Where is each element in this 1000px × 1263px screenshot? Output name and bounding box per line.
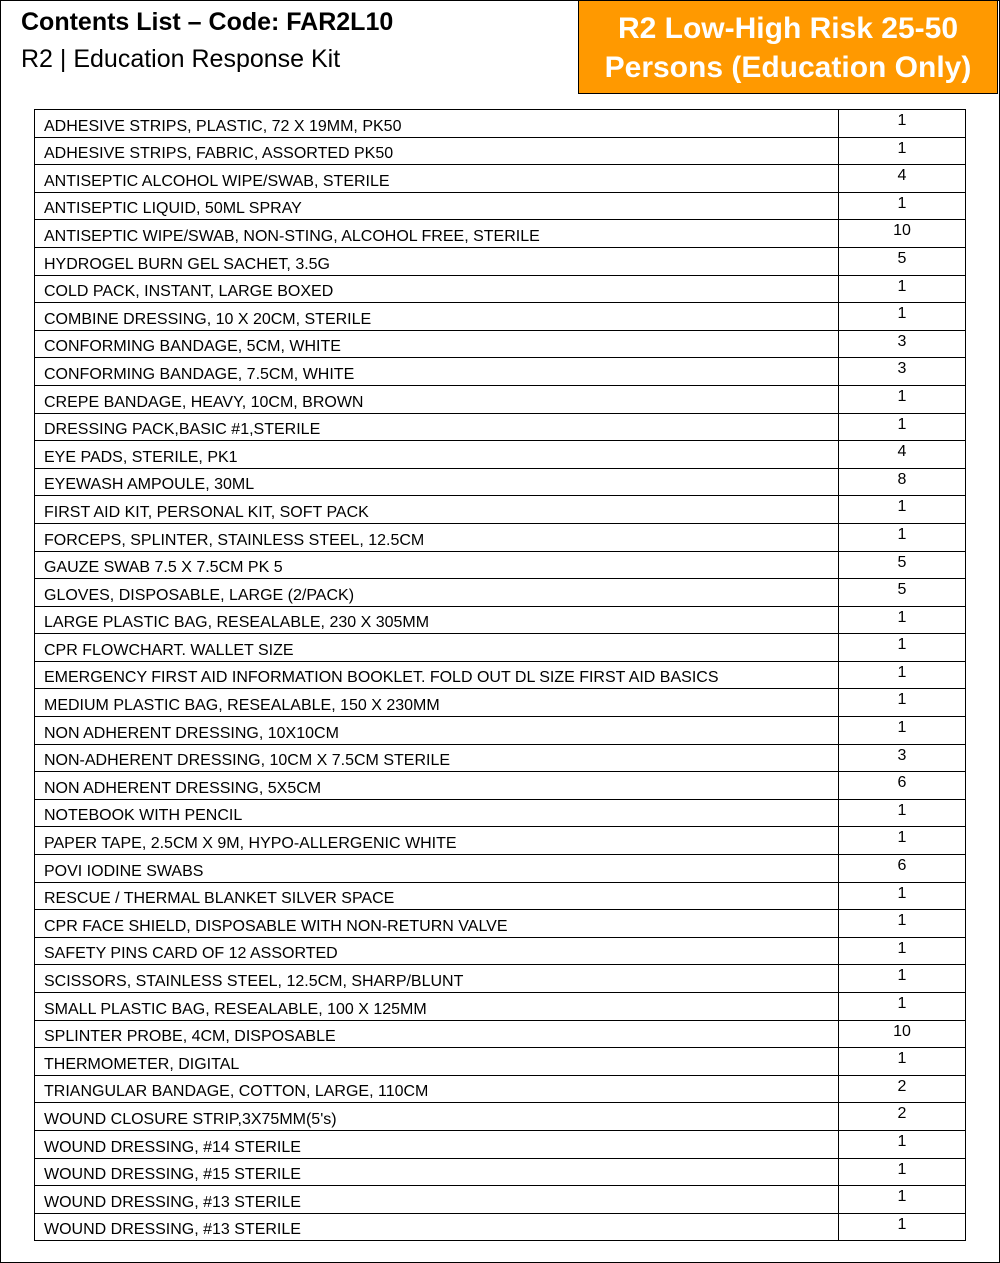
item-name-cell: NON ADHERENT DRESSING, 5X5CM (35, 772, 839, 800)
item-quantity-cell: 5 (839, 579, 966, 607)
item-name-cell: DRESSING PACK,BASIC #1,STERILE (35, 413, 839, 441)
risk-badge-line-1: R2 Low-High Risk 25-50 (617, 12, 959, 45)
item-name-cell: COMBINE DRESSING, 10 X 20CM, STERILE (35, 303, 839, 331)
item-quantity-cell: 1 (839, 965, 966, 993)
table-row (35, 413, 966, 441)
table-row (35, 827, 966, 855)
item-name-cell: ADHESIVE STRIPS, PLASTIC, 72 X 19MM, PK50 (35, 110, 839, 138)
item-name-cell: MEDIUM PLASTIC BAG, RESEALABLE, 150 X 230MM (35, 689, 839, 717)
item-name-cell: NON ADHERENT DRESSING, 10X10CM (35, 717, 839, 745)
item-name-cell: WOUND DRESSING, #15 STERILE (35, 1158, 839, 1186)
item-name-cell: RESCUE / THERMAL BLANKET SILVER SPACE (35, 882, 839, 910)
contents-table (34, 109, 966, 1241)
table-row (35, 744, 966, 772)
item-quantity-cell: 8 (839, 468, 966, 496)
table-row (35, 1158, 966, 1186)
item-name-cell: SAFETY PINS CARD OF 12 ASSORTED (35, 937, 839, 965)
item-name-cell: WOUND CLOSURE STRIP,3X75MM(5's) (35, 1103, 839, 1131)
item-name-cell: SMALL PLASTIC BAG, RESEALABLE, 100 X 125MM (35, 993, 839, 1021)
item-quantity-cell: 1 (839, 1158, 966, 1186)
item-quantity-cell: 3 (839, 358, 966, 386)
document-subtitle: R2 | Education Response Kit (21, 45, 341, 73)
item-quantity-cell: 1 (839, 1048, 966, 1076)
item-name-cell: WOUND DRESSING, #13 STERILE (35, 1213, 839, 1241)
item-name-cell: EYE PADS, STERILE, PK1 (35, 441, 839, 469)
table-row (35, 910, 966, 938)
item-name-cell: WOUND DRESSING, #14 STERILE (35, 1130, 839, 1158)
item-quantity-cell: 1 (839, 882, 966, 910)
item-quantity-cell: 1 (839, 799, 966, 827)
table-row (35, 523, 966, 551)
item-name-cell: ANTISEPTIC WIPE/SWAB, NON-STING, ALCOHOL FREE, STERILE (35, 220, 839, 248)
table-row (35, 1075, 966, 1103)
table-row (35, 110, 966, 138)
table-row (35, 993, 966, 1021)
item-name-cell: WOUND DRESSING, #13 STERILE (35, 1186, 839, 1214)
item-name-cell: FIRST AID KIT, PERSONAL KIT, SOFT PACK (35, 496, 839, 524)
item-quantity-cell: 1 (839, 413, 966, 441)
table-row (35, 661, 966, 689)
item-quantity-cell: 1 (839, 993, 966, 1021)
table-row (35, 1048, 966, 1076)
item-name-cell: ANTISEPTIC ALCOHOL WIPE/SWAB, STERILE (35, 165, 839, 193)
item-name-cell: GAUZE SWAB 7.5 X 7.5CM PK 5 (35, 551, 839, 579)
item-quantity-cell: 1 (839, 1213, 966, 1241)
table-row (35, 606, 966, 634)
item-quantity-cell: 1 (839, 1186, 966, 1214)
item-name-cell: THERMOMETER, DIGITAL (35, 1048, 839, 1076)
item-name-cell: COLD PACK, INSTANT, LARGE BOXED (35, 275, 839, 303)
item-quantity-cell: 4 (839, 441, 966, 469)
item-name-cell: NON-ADHERENT DRESSING, 10CM X 7.5CM STERILE (35, 744, 839, 772)
document-title: Contents List – Code: FAR2L10 (21, 8, 394, 36)
risk-badge-line-2: Persons (Education Only) (604, 51, 972, 84)
item-quantity-cell: 1 (839, 634, 966, 662)
item-quantity-cell: 1 (839, 827, 966, 855)
item-name-cell: NOTEBOOK WITH PENCIL (35, 799, 839, 827)
table-row (35, 579, 966, 607)
table-row (35, 1103, 966, 1131)
table-row (35, 358, 966, 386)
table-row (35, 634, 966, 662)
item-name-cell: FORCEPS, SPLINTER, STAINLESS STEEL, 12.5CM (35, 523, 839, 551)
item-name-cell: CPR FACE SHIELD, DISPOSABLE WITH NON-RETURN VALVE (35, 910, 839, 938)
item-name-cell: CREPE BANDAGE, HEAVY, 10CM, BROWN (35, 385, 839, 413)
item-name-cell: PAPER TAPE, 2.5CM X 9M, HYPO-ALLERGENIC WHITE (35, 827, 839, 855)
item-name-cell: GLOVES, DISPOSABLE, LARGE (2/PACK) (35, 579, 839, 607)
table-row (35, 496, 966, 524)
item-name-cell: ANTISEPTIC LIQUID, 50ML SPRAY (35, 192, 839, 220)
table-row (35, 137, 966, 165)
item-name-cell: EMERGENCY FIRST AID INFORMATION BOOKLET. FOLD OUT DL SIZE FIRST AID BASICS (35, 661, 839, 689)
table-row (35, 1130, 966, 1158)
item-quantity-cell: 1 (839, 661, 966, 689)
item-name-cell: CONFORMING BANDAGE, 5CM, WHITE (35, 330, 839, 358)
item-name-cell: ADHESIVE STRIPS, FABRIC, ASSORTED PK50 (35, 137, 839, 165)
item-quantity-cell: 1 (839, 717, 966, 745)
item-quantity-cell: 1 (839, 192, 966, 220)
table-row (35, 165, 966, 193)
table-row (35, 717, 966, 745)
item-name-cell: SCISSORS, STAINLESS STEEL, 12.5CM, SHARP/BLUNT (35, 965, 839, 993)
item-quantity-cell: 1 (839, 523, 966, 551)
table-row (35, 220, 966, 248)
item-name-cell: SPLINTER PROBE, 4CM, DISPOSABLE (35, 1020, 839, 1048)
table-row (35, 303, 966, 331)
item-quantity-cell: 1 (839, 689, 966, 717)
item-quantity-cell: 1 (839, 1130, 966, 1158)
table-row (35, 965, 966, 993)
table-row (35, 1213, 966, 1241)
item-name-cell: TRIANGULAR BANDAGE, COTTON, LARGE, 110CM (35, 1075, 839, 1103)
item-name-cell: POVI IODINE SWABS (35, 855, 839, 883)
table-row (35, 1020, 966, 1048)
table-row (35, 799, 966, 827)
item-quantity-cell: 2 (839, 1075, 966, 1103)
item-name-cell: CONFORMING BANDAGE, 7.5CM, WHITE (35, 358, 839, 386)
item-quantity-cell: 1 (839, 385, 966, 413)
item-quantity-cell: 1 (839, 937, 966, 965)
table-row (35, 441, 966, 469)
table-row (35, 275, 966, 303)
table-row (35, 689, 966, 717)
item-quantity-cell: 1 (839, 606, 966, 634)
item-quantity-cell: 6 (839, 855, 966, 883)
table-row (35, 385, 966, 413)
item-name-cell: EYEWASH AMPOULE, 30ML (35, 468, 839, 496)
risk-level-badge (578, 0, 998, 94)
item-quantity-cell: 1 (839, 110, 966, 138)
item-quantity-cell: 10 (839, 1020, 966, 1048)
table-row (35, 772, 966, 800)
item-quantity-cell: 1 (839, 303, 966, 331)
table-row (35, 330, 966, 358)
item-quantity-cell: 1 (839, 496, 966, 524)
item-name-cell: CPR FLOWCHART. WALLET SIZE (35, 634, 839, 662)
item-quantity-cell: 3 (839, 330, 966, 358)
table-row (35, 1186, 966, 1214)
table-row (35, 551, 966, 579)
item-quantity-cell: 5 (839, 551, 966, 579)
item-quantity-cell: 6 (839, 772, 966, 800)
table-row (35, 855, 966, 883)
item-name-cell: LARGE PLASTIC BAG, RESEALABLE, 230 X 305MM (35, 606, 839, 634)
item-quantity-cell: 3 (839, 744, 966, 772)
item-quantity-cell: 2 (839, 1103, 966, 1131)
item-quantity-cell: 5 (839, 247, 966, 275)
item-name-cell: HYDROGEL BURN GEL SACHET, 3.5G (35, 247, 839, 275)
table-row (35, 247, 966, 275)
item-quantity-cell: 10 (839, 220, 966, 248)
table-row (35, 468, 966, 496)
table-row (35, 192, 966, 220)
table-row (35, 937, 966, 965)
item-quantity-cell: 4 (839, 165, 966, 193)
item-quantity-cell: 1 (839, 910, 966, 938)
table-row (35, 882, 966, 910)
item-quantity-cell: 1 (839, 275, 966, 303)
item-quantity-cell: 1 (839, 137, 966, 165)
